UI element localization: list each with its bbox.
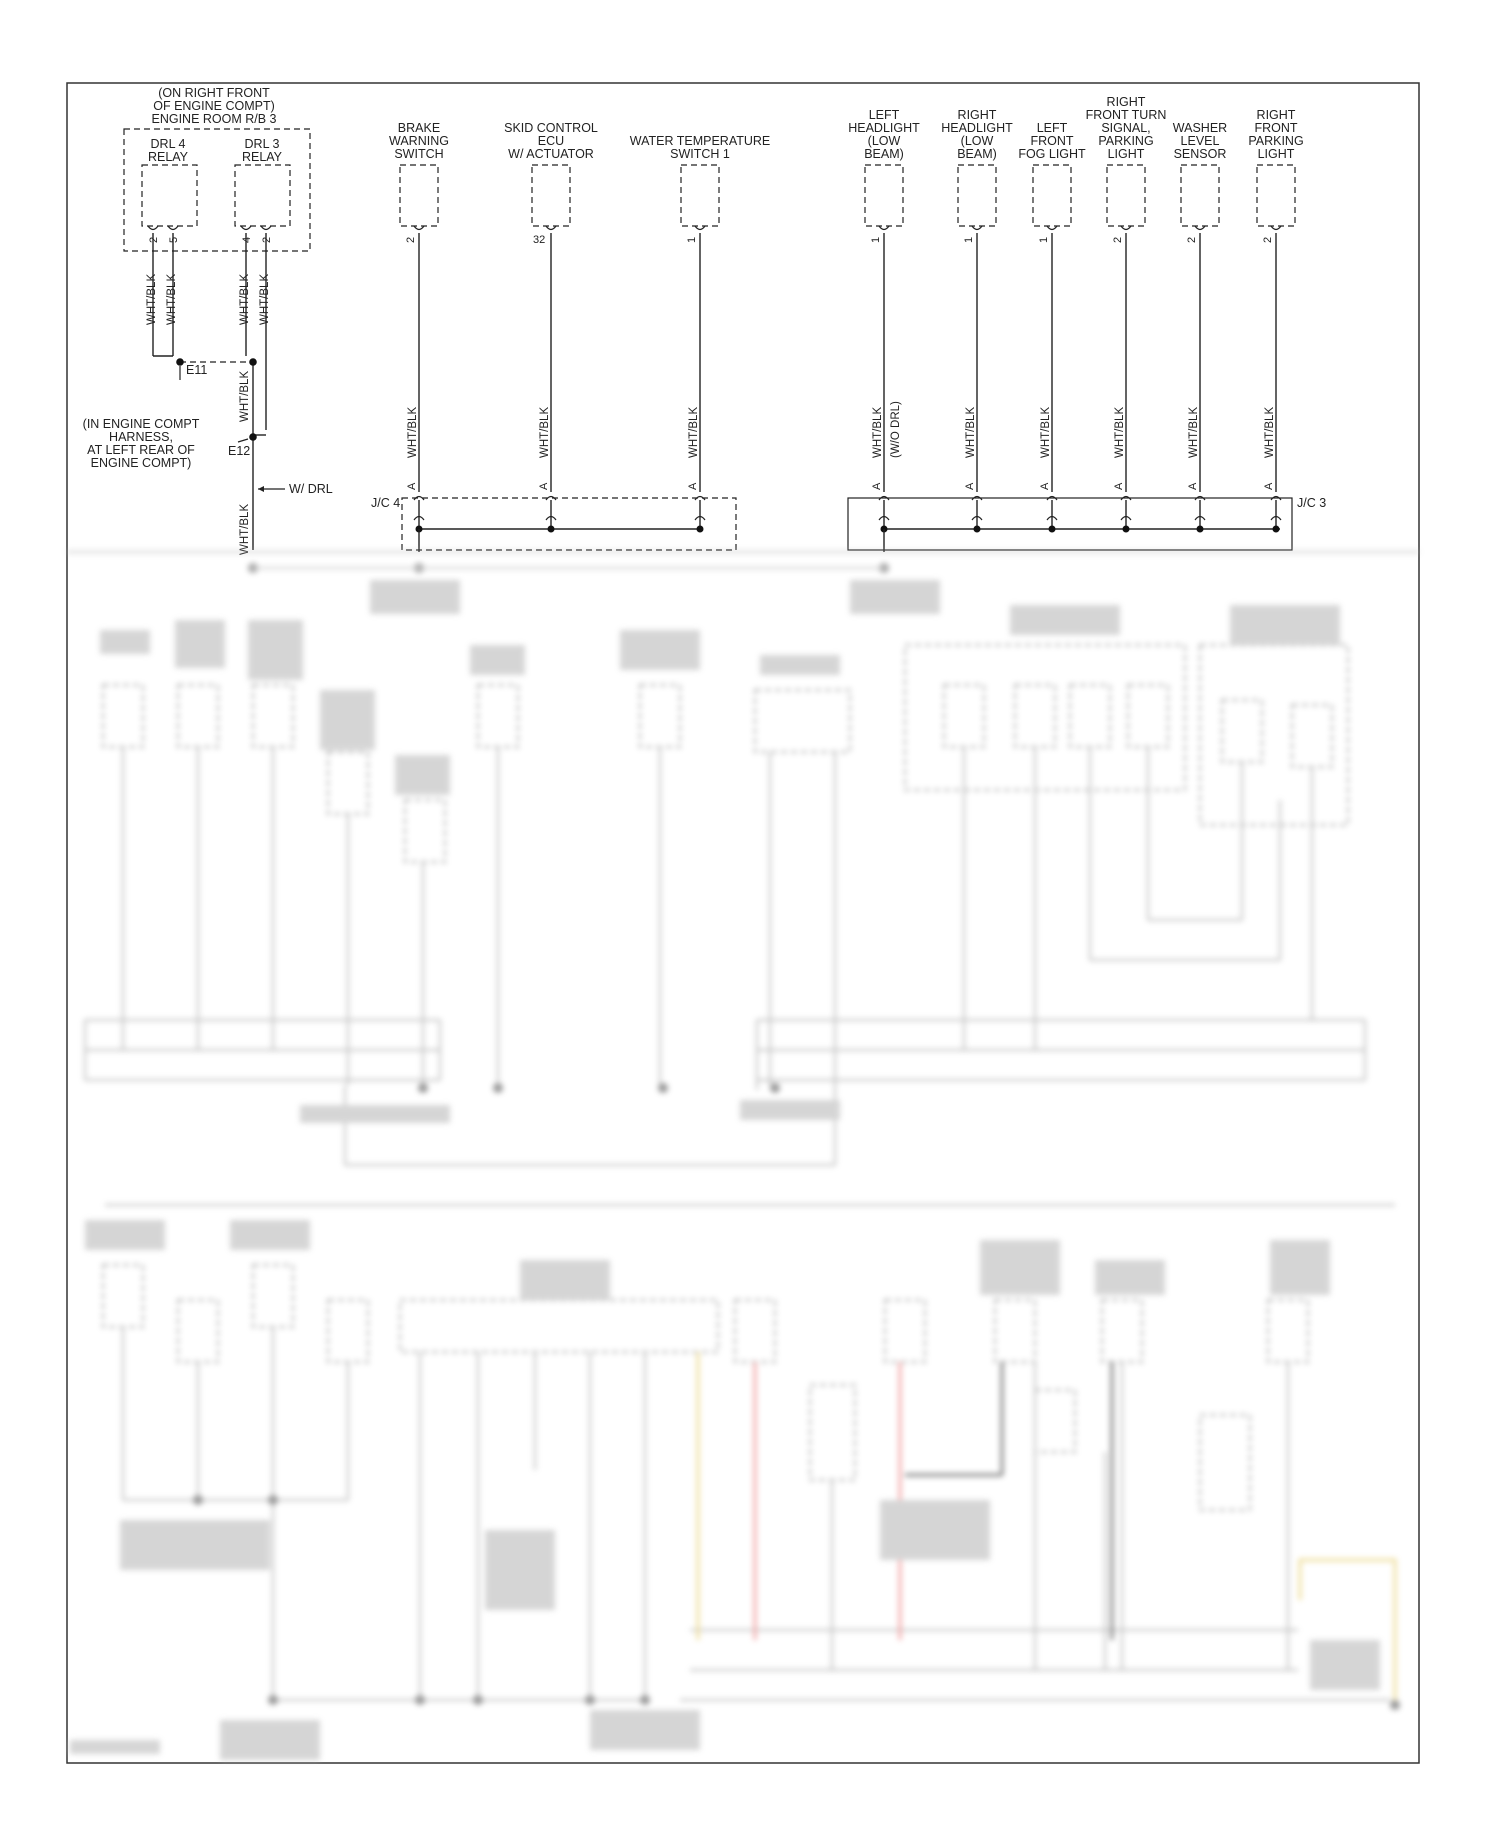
skid-control-ecu-label-2: ECU [537, 134, 565, 148]
splice-e11-right [249, 358, 257, 366]
washer-level-sensor-pin: 2 [1186, 236, 1198, 243]
drl4-relay-label-2: RELAY [147, 150, 189, 164]
right-front-turn-signal-box [1107, 165, 1145, 226]
right-front-turn-signal-label-1: RIGHT [1106, 95, 1146, 109]
brake-warning-switch-label-3: SWITCH [394, 147, 444, 161]
left-front-fog-light-label-3: FOG LIGHT [1018, 147, 1086, 161]
right-front-turn-signal-pin: 2 [1112, 236, 1124, 243]
drl4-relay-label-1: DRL 4 [150, 137, 186, 151]
right-headlight-label-4: BEAM) [957, 147, 997, 161]
right-headlight-label-3: (LOW [960, 134, 994, 148]
drl4-pin-5: 5 [168, 236, 180, 243]
left-headlight-label-3: (LOW [867, 134, 901, 148]
lower-section-blurred [67, 552, 1419, 1760]
e12-note-line2: HARNESS, [109, 430, 173, 444]
washer-level-sensor-label-2: LEVEL [1180, 134, 1220, 148]
left-front-fog-light-box [1033, 165, 1071, 226]
right-front-parking-light-box [1257, 165, 1295, 226]
left-headlight-pin: 1 [870, 236, 882, 243]
brake-warning-switch-label-1: BRAKE [397, 121, 441, 135]
drl3-relay-label-1: DRL 3 [244, 137, 280, 151]
left-front-fog-light-pin: 1 [1038, 236, 1050, 243]
washer-level-sensor-box [1181, 165, 1219, 226]
right-front-turn-signal-label-5: LIGHT [1107, 147, 1145, 161]
splice-e12 [249, 433, 257, 441]
right-headlight-jc-pin-a: A [964, 482, 976, 490]
right-front-parking-light-wire-label: WHT/BLK [1264, 406, 1276, 458]
drl4-wire-label-b: WHT/BLK [166, 273, 178, 325]
left-headlight-label-1: LEFT [868, 108, 900, 122]
washer-level-sensor-label-3: SENSOR [1173, 147, 1227, 161]
right-front-turn-signal-jc-splice [1123, 526, 1130, 533]
washer-level-sensor-jc-pin-a: A [1187, 482, 1199, 490]
diagram-frame [67, 83, 1419, 1763]
right-front-turn-signal-label-3: SIGNAL, [1101, 121, 1151, 135]
right-front-parking-light-label-2: FRONT [1254, 121, 1298, 135]
skid-control-ecu-label-1: SKID CONTROL [504, 121, 598, 135]
left-headlight-label-4: BEAM) [864, 147, 904, 161]
water-temperature-switch-label-1: WATER TEMPERATURE [629, 134, 771, 148]
right-headlight-label-1: RIGHT [957, 108, 997, 122]
brake-warning-switch-label-2: WARNING [389, 134, 449, 148]
skid-control-ecu-jc-pin-a: A [538, 482, 550, 490]
skid-control-ecu-jc-splice [548, 526, 555, 533]
right-headlight-pin: 1 [963, 236, 975, 243]
e12-arrow [238, 439, 248, 442]
left-front-fog-light-jc-splice [1049, 526, 1056, 533]
jc3-label: J/C 3 [1297, 496, 1327, 510]
right-front-turn-signal-label-4: PARKING [1098, 134, 1154, 148]
skid-control-ecu-label-3: W/ ACTUATOR [508, 147, 594, 161]
water-temperature-switch-jc-pin-a: A [687, 482, 699, 490]
e12-label: E12 [228, 444, 251, 458]
drl4-relay [142, 165, 197, 226]
jc3-box [848, 498, 1292, 550]
rb3-title-line3: ENGINE ROOM R/B 3 [151, 112, 277, 126]
water-temperature-switch-jc-connector [695, 497, 705, 501]
drl3-pin-4: 4 [241, 236, 253, 243]
jc4-label: J/C 4 [371, 496, 401, 510]
drl3-relay-label-2: RELAY [241, 150, 283, 164]
skid-control-ecu-wire-label: WHT/BLK [539, 406, 551, 458]
right-front-parking-light-jc-pin-a: A [1263, 482, 1275, 490]
drl3-wire-label-a: WHT/BLK [239, 273, 251, 325]
drl3-pin-2: 2 [261, 236, 273, 243]
drl4-pin-2: 2 [148, 236, 160, 243]
brake-warning-switch-box [400, 165, 438, 226]
brake-warning-switch-pin: 2 [405, 236, 417, 243]
drl4-wire-label-a: WHT/BLK [146, 273, 158, 325]
right-front-parking-light-label-3: PARKING [1248, 134, 1304, 148]
left-headlight-label-2: HEADLIGHT [848, 121, 920, 135]
right-front-parking-light-jc-splice [1273, 526, 1280, 533]
right-front-turn-signal-jc-pin-a: A [1113, 482, 1125, 490]
wo-drl-label: (W/O DRL) [890, 401, 902, 458]
brake-warning-switch-jc-connector [414, 497, 424, 501]
left-headlight-wire-label: WHT/BLK [872, 406, 884, 458]
right-front-turn-signal-label-2: FRONT TURN [1085, 108, 1167, 122]
right-headlight-box [958, 165, 996, 226]
skid-control-ecu-jc-connector [546, 497, 556, 501]
left-front-fog-light-label-2: FRONT [1030, 134, 1074, 148]
e11-e12-wire-label: WHT/BLK [239, 370, 251, 422]
right-front-parking-light-label-4: LIGHT [1257, 147, 1295, 161]
water-temperature-switch-box [681, 165, 719, 226]
rb3-title-line1: (ON RIGHT FRONT [158, 86, 270, 100]
w-drl-label: W/ DRL [289, 482, 333, 496]
skid-control-ecu-box [532, 165, 570, 226]
left-headlight-box [865, 165, 903, 226]
right-front-parking-light-label-1: RIGHT [1256, 108, 1296, 122]
ground-wire-label: WHT/BLK [239, 503, 251, 555]
e12-note-line4: ENGINE COMPT) [90, 456, 192, 470]
e12-note-line1: (IN ENGINE COMPT [82, 417, 200, 431]
right-headlight-wire-label: WHT/BLK [965, 406, 977, 458]
water-temperature-switch-pin: 1 [686, 236, 698, 243]
left-front-fog-light-jc-pin-a: A [1039, 482, 1051, 490]
e12-note-line3: AT LEFT REAR OF [87, 443, 195, 457]
right-front-parking-light-pin: 2 [1262, 236, 1274, 243]
left-headlight-jc-pin-a: A [871, 482, 883, 490]
left-front-fog-light-label-1: LEFT [1036, 121, 1068, 135]
top-section [83, 86, 1327, 555]
brake-warning-switch-jc-pin-a: A [406, 482, 418, 490]
water-temperature-switch-label-2: SWITCH 1 [670, 147, 730, 161]
water-temperature-switch-jc-splice [697, 526, 704, 533]
drl3-wire-label-b: WHT/BLK [259, 273, 271, 325]
splice-e11 [176, 358, 184, 366]
top-components [389, 95, 1304, 552]
rb3-title-line2: OF ENGINE COMPT) [153, 99, 275, 113]
washer-level-sensor-jc-splice [1197, 526, 1204, 533]
jc4-box [402, 498, 736, 550]
e11-label: E11 [186, 363, 208, 377]
washer-level-sensor-label-1: WASHER [1172, 121, 1228, 135]
drl3-relay [235, 165, 290, 226]
washer-level-sensor-wire-label: WHT/BLK [1188, 406, 1200, 458]
left-front-fog-light-wire-label: WHT/BLK [1040, 406, 1052, 458]
skid-control-ecu-pin: 32 [533, 234, 546, 246]
right-headlight-jc-splice [974, 526, 981, 533]
right-headlight-label-2: HEADLIGHT [941, 121, 1013, 135]
water-temperature-switch-wire-label: WHT/BLK [688, 406, 700, 458]
brake-warning-switch-wire-label: WHT/BLK [407, 406, 419, 458]
right-front-turn-signal-wire-label: WHT/BLK [1114, 406, 1126, 458]
